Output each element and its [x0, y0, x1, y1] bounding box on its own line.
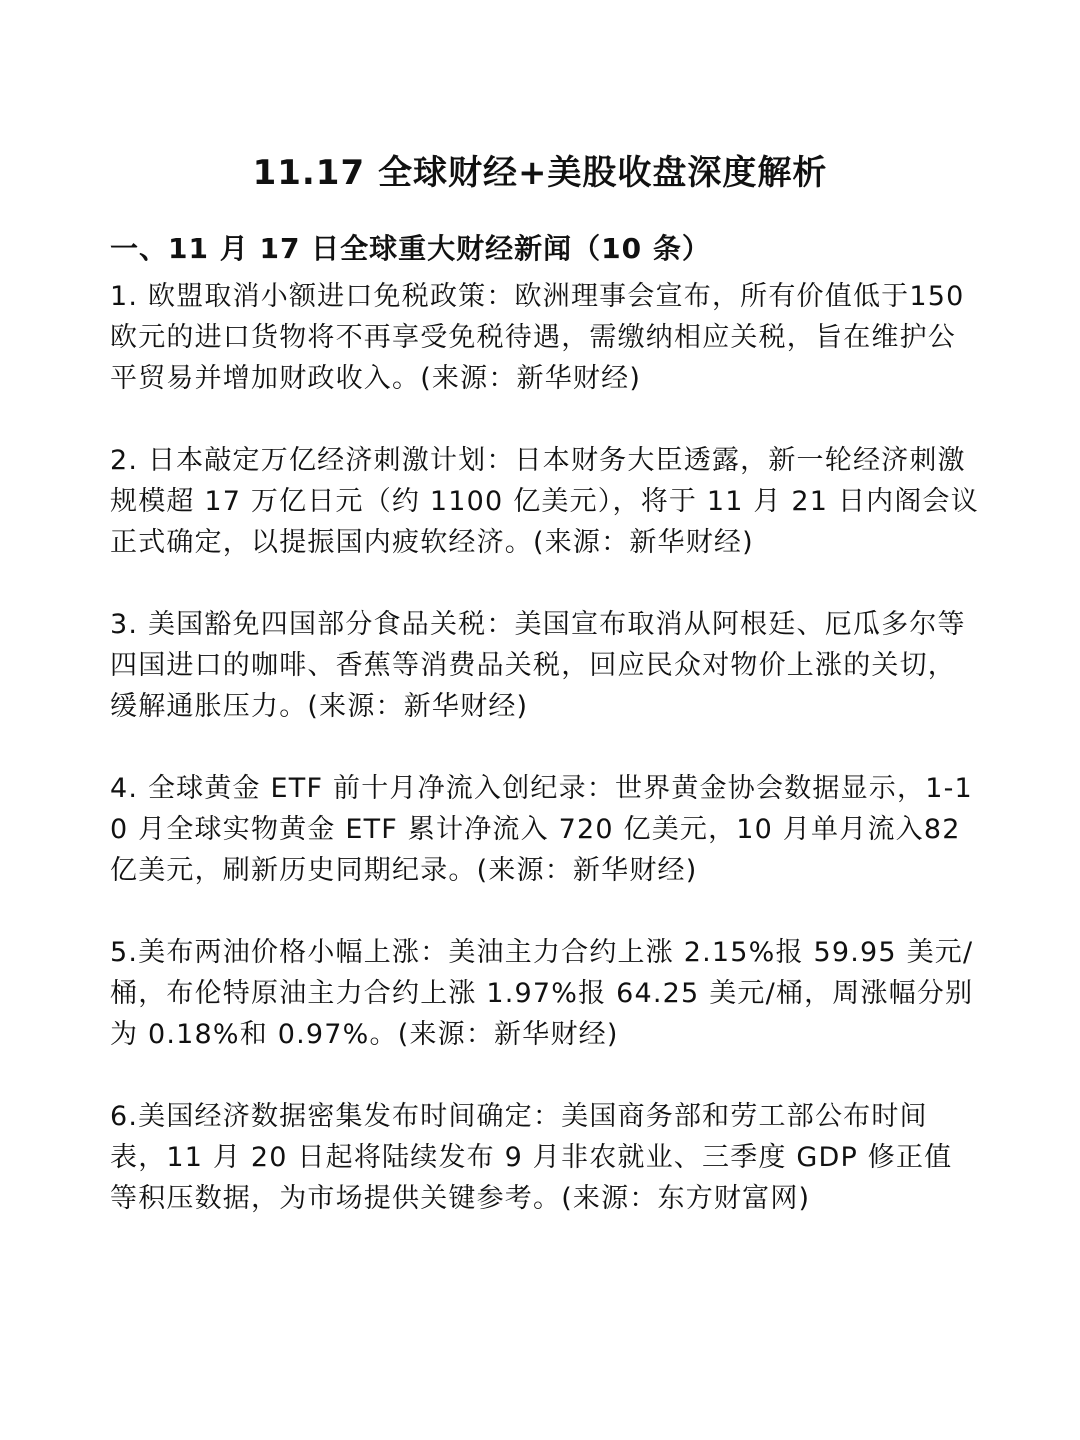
news-item-6: 6.美国经济数据密集发布时间确定：美国商务部和劳工部公布时间表，11 月 20 日起将陆续发布 9 月非农就业、三季度 GDP 修正值等积压数据，为市场提供关键参考。(来源：东方财富网) [110, 1101, 953, 1214]
page-title: 11.17 全球财经+美股收盘深度解析 [252, 152, 828, 193]
news-item-2: 2. 日本敲定万亿经济刺激计划：日本财务大臣透露，新一轮经济刺激规模超 17 万亿日元（约 1100 亿美元），将于 11 月 21 日内阁会议正式确定，以提振国内疲软经济。(来源：新华财经) [110, 445, 979, 558]
news-item-4: 4. 全球黄金 ETF 前十月净流入创纪录：世界黄金协会数据显示，1-10 月全球实物黄金 ETF 累计净流入 720 亿美元，10 月单月流入82 亿美元，刷新历史同期纪录。(来源：新华财经) [110, 773, 973, 886]
news-list [110, 276, 980, 1260]
section-heading: 一、11 月 17 日全球重大财经新闻（10 条） [110, 232, 711, 265]
news-item-1: 1. 欧盟取消小额进口免税政策：欧洲理事会宣布，所有价值低于150 欧元的进口货物将不再享受免税待遇，需缴纳相应关税，旨在维护公平贸易并增加财政收入。(来源：新华财经) [110, 281, 965, 394]
news-item-5: 5.美布两油价格小幅上涨：美油主力合约上涨 2.15%报 59.95 美元/桶，布伦特原油主力合约上涨 1.97%报 64.25 美元/桶，周涨幅分别为 0.18%和 0.97%。(来源：新华财经) [110, 937, 974, 1050]
news-item-3: 3. 美国豁免四国部分食品关税：美国宣布取消从阿根廷、厄瓜多尔等四国进口的咖啡、香蕉等消费品关税，回应民众对物价上涨的关切，缓解通胀压力。(来源：新华财经) [110, 609, 966, 722]
